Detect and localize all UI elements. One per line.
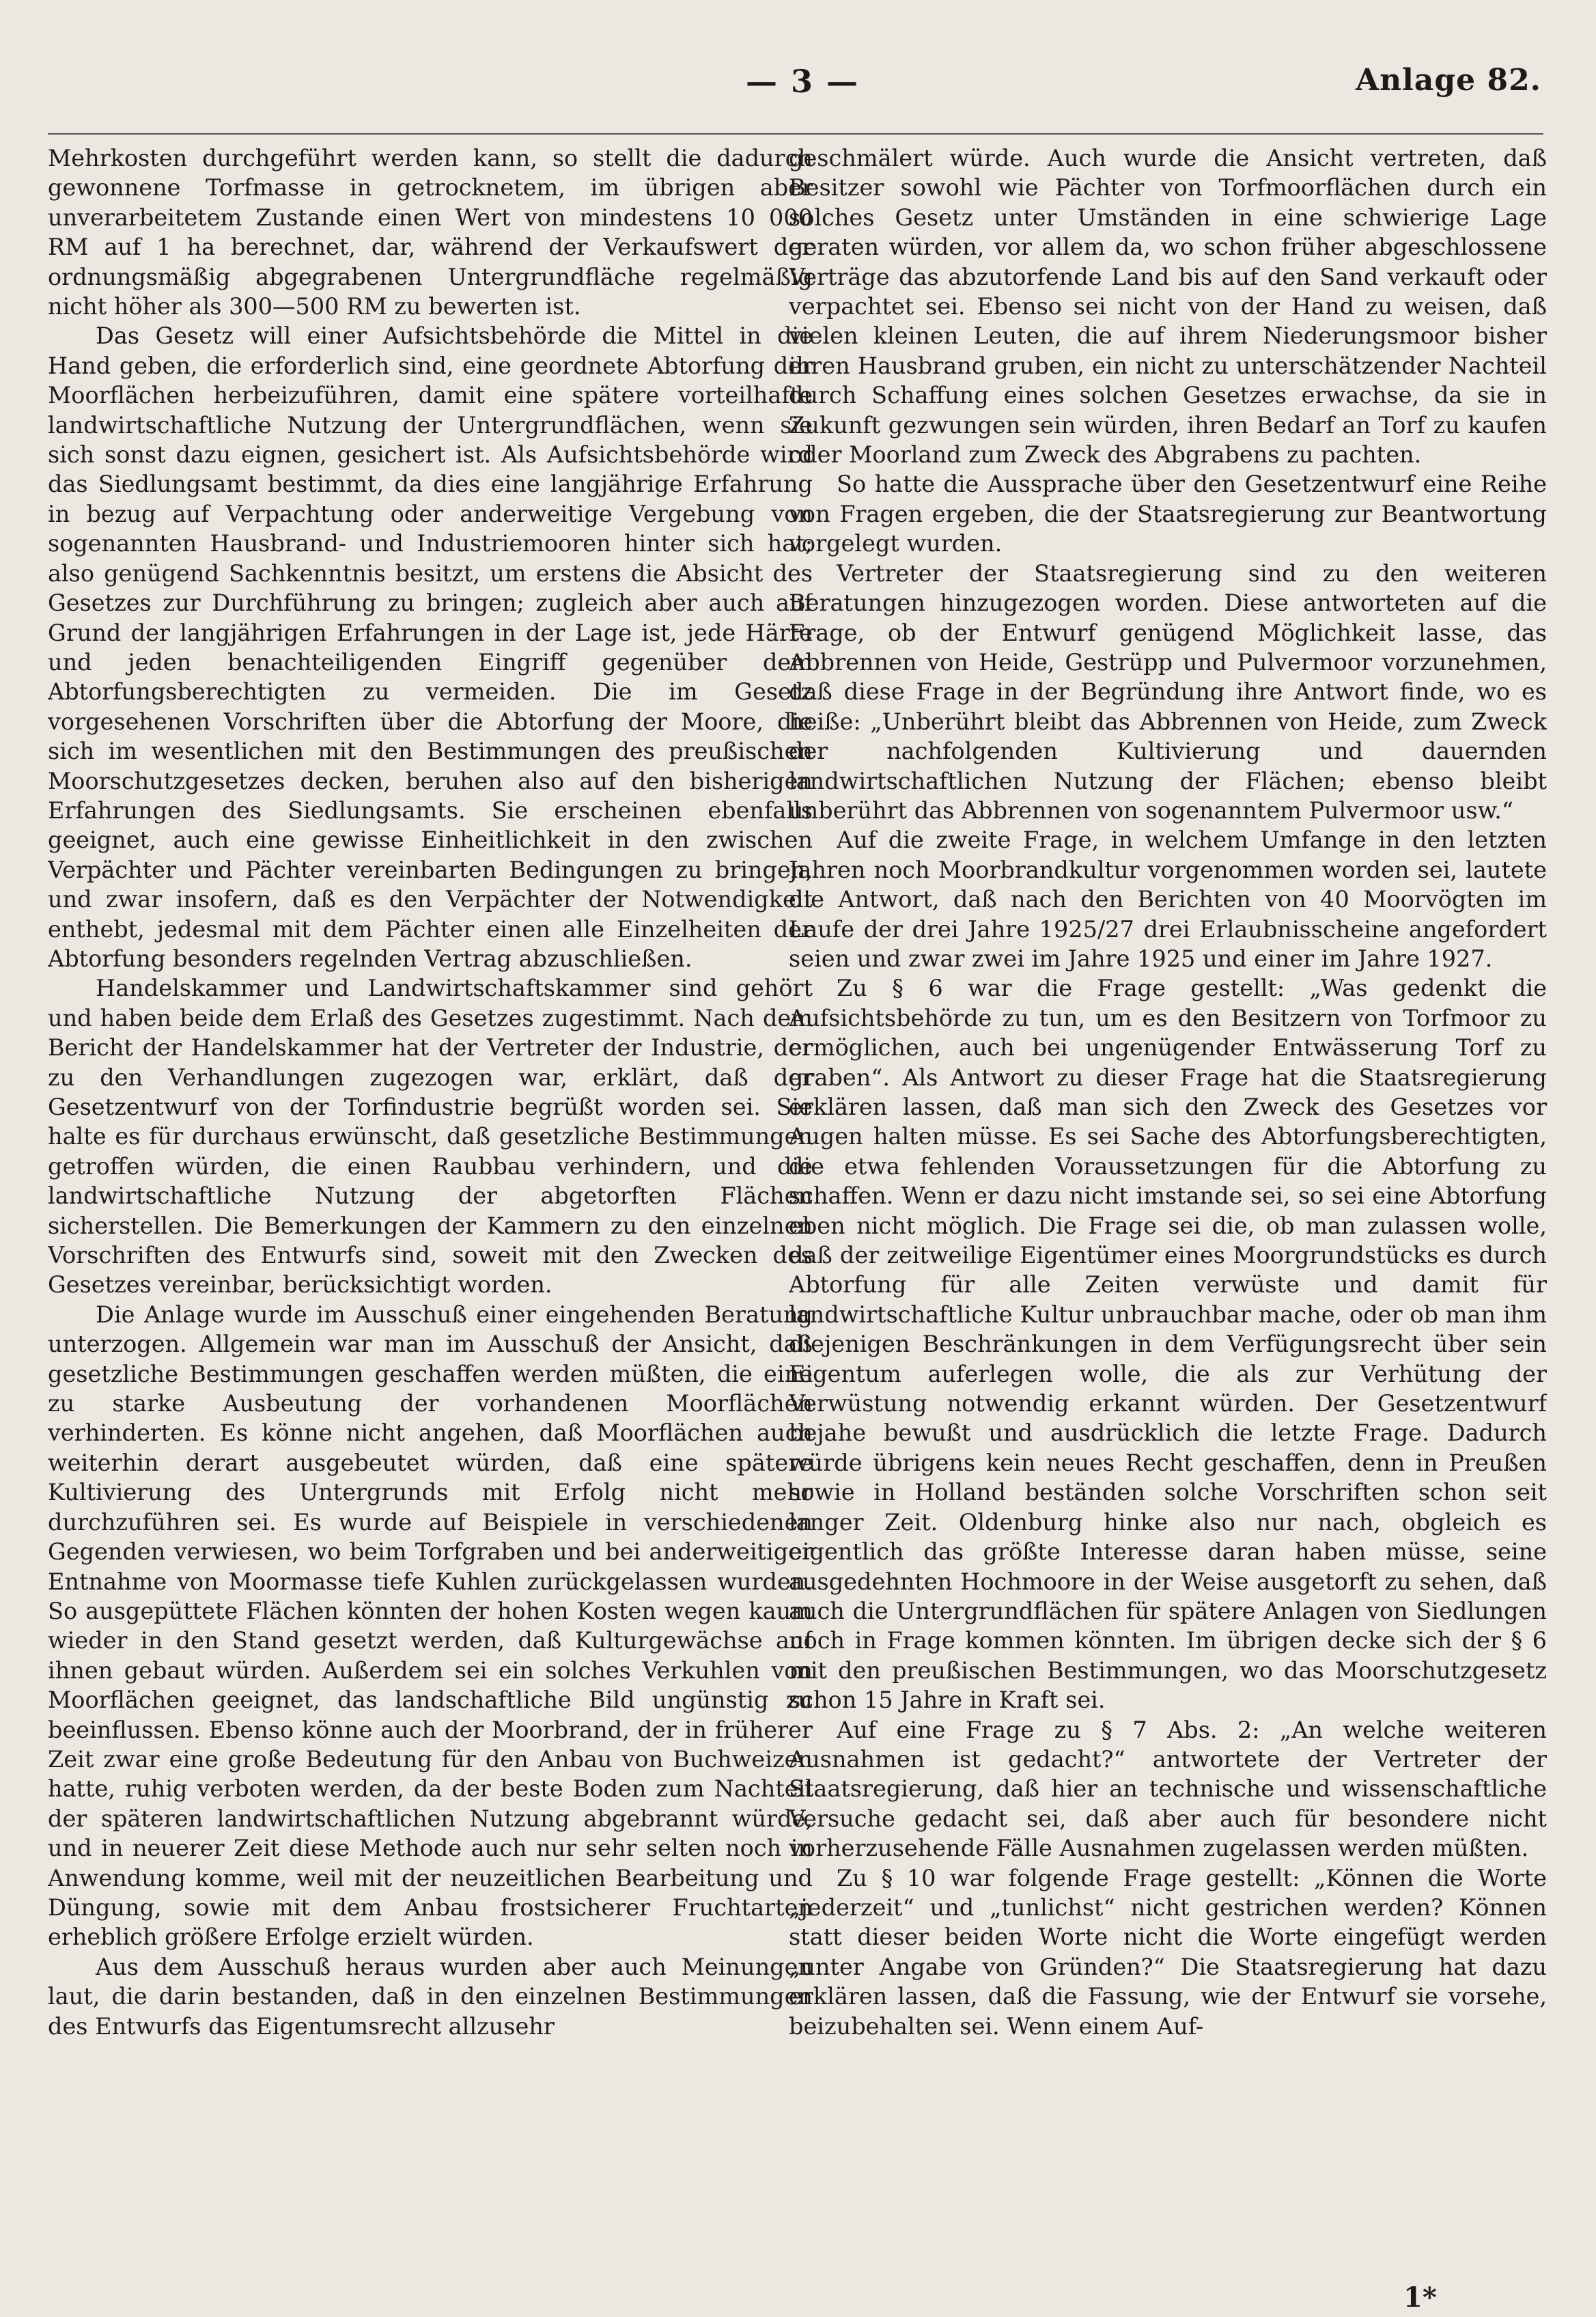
right-column bbox=[789, 143, 1547, 2275]
signature-mark: 1* bbox=[1403, 2281, 1437, 2314]
paragraph: Das Gesetz will einer Aufsichtsbehörde die Mittel in die Hand geben, die erforderlich sind, eine geordnete Abtorfung der Moorflächen herbeizuführen, damit eine spätere vorteilhafte landwirtschaftliche Nutzung der Untergrundflächen, wenn sie sich sonst dazu eignen, gesichert ist. Als Aufsichtsbehörde wird das Siedlungsamt bestimmt, da dies eine langjährige Erfahrung in bezug auf Verpachtung oder anderweitige Vergebung von sogenannten Hausbrand- und Industriemooren hinter sich hat; also genügend Sachkenntnis besitzt, um erstens die Absicht des Gesetzes zur Durchführung zu bringen; zugleich aber auch auf Grund der langjährigen Erfahrungen in der Lage ist, jede Härte und jeden benachteiligenden Eingriff gegenüber dem Abtorfungsberechtigten zu vermeiden. Die im Gesetz vorgesehenen Vorschriften über die Abtorfung der Moore, die sich im wesentlichen mit den Bestimmungen des preußischen Moorschutzgesetzes decken, beruhen also auf den bisherigen Erfahrungen des Siedlungsamts. Sie erscheinen ebenfalls geeignet, auch eine gewisse Einheitlichkeit in den zwischen Verpächter und Pächter vereinbarten Bedingungen zu bringen, und zwar insofern, daß es den Verpächter der Notwendigkeit enthebt, jedesmal mit dem Pächter einen alle Einzelheiten der Abtorfung besonders regelnden Vertrag abzuschließen. bbox=[48, 322, 813, 972]
header-rule bbox=[48, 133, 1543, 135]
paragraph: Die Anlage wurde im Ausschuß einer eingehenden Beratung unterzogen. Allgemein war man im Ausschuß der Ansicht, daß gesetzliche Bestimmungen geschaffen werden müßten, die eine zu starke Ausbeutung der vorhandenen Moorflächen verhinderten. Es könne nicht angehen, daß Moorflächen auch weiterhin derart ausgebeutet würden, daß eine spätere Kultivierung des Untergrunds mit Erfolg nicht mehr durchzuführen sei. Es wurde auf Beispiele in verschiedenen Gegenden verwiesen, wo beim Torfgraben und bei anderweitiger Entnahme von Moormasse tiefe Kuhlen zurückgelassen wurden. So ausgepüttete Flächen könnten der hohen Kosten wegen kaum wieder in den Stand gesetzt werden, daß Kulturgewächse auf ihnen gebaut würden. Außerdem sei ein solches Verkuhlen von Moorflächen geeignet, das landschaftliche Bild ungünstig zu beeinflussen. Ebenso könne auch der Moorbrand, der in früherer Zeit zwar eine große Bedeutung für den Anbau von Buchweizen hatte, ruhig verboten werden, da der beste Boden zum Nachteil der späteren landwirtschaftlichen Nutzung abgebrannt würde, und in neuerer Zeit diese Methode auch nur sehr selten noch in Anwendung komme, weil mit der neuzeitlichen Bearbeitung und Düngung, sowie mit dem Anbau frostsicherer Fruchtarten erheblich größere Erfolge erzielt würden. bbox=[48, 1301, 813, 1951]
page-header bbox=[0, 63, 1596, 104]
paragraph: geschmälert würde. Auch wurde die Ansicht vertreten, daß Besitzer sowohl wie Pächter von Torfmoorflächen durch ein solches Gesetz unter Umständen in eine schwierige Lage geraten würden, vor allem da, wo schon früher abgeschlossene Verträge das abzutorfende Land bis auf den Sand verkauft oder verpachtet sei. Ebenso sei nicht von der Hand zu weisen, daß vielen kleinen Leuten, die auf ihrem Niederungsmoor bisher ihren Hausbrand gruben, ein nicht zu unterschätzender Nachteil durch Schaffung eines solchen Gesetzes erwachse, da sie in Zukunft gezwungen sein würden, ihren Bedarf an Torf zu kaufen oder Moorland zum Zweck des Abgrabens zu pachten. bbox=[789, 145, 1547, 469]
paragraph: Auf die zweite Frage, in welchem Umfange in den letzten Jahren noch Moorbrandkultur vorgenommen worden sei, lautete die Antwort, daß nach den Berichten von 40 Moorvögten im Laufe der drei Jahre 1925/27 drei Erlaubnisscheine angefordert seien und zwar zwei im Jahre 1925 und einer im Jahre 1927. bbox=[789, 827, 1547, 972]
paragraph: Zu § 6 war die Frage gestellt: „Was gedenkt die Aufsichtsbehörde zu tun, um es den Besitzern von Torfmoor zu ermöglichen, auch bei ungenügender Entwässerung Torf zu graben“. Als Antwort zu dieser Frage hat die Staatsregierung erklären lassen, daß man sich den Zweck des Gesetzes vor Augen halten müsse. Es sei Sache des Abtorfungsberechtigten, die etwa fehlenden Voraussetzungen für die Abtorfung zu schaffen. Wenn er dazu nicht imstande sei, so sei eine Abtorfung eben nicht möglich. Die Frage sei die, ob man zulassen wolle, daß der zeitweilige Eigentümer eines Moorgrundstücks es durch Abtorfung für alle Zeiten verwüste und damit für landwirtschaftliche Kultur unbrauchbar mache, oder ob man ihm diejenigen Beschränkungen in dem Verfügungsrecht über sein Eigentum auferlegen wolle, die als zur Verhütung der Verwüstung notwendig erkannt würden. Der Gesetzentwurf bejahe bewußt und ausdrücklich die letzte Frage. Dadurch würde übrigens kein neues Recht geschaffen, denn in Preußen sowie in Holland beständen solche Vorschriften schon seit langer Zeit. Oldenburg hinke also nur nach, obgleich es eigentlich das größte Interesse daran haben müsse, seine ausgedehnten Hochmoore in der Weise ausgetorft zu sehen, daß auch die Untergrundflächen für spätere Anlagen von Siedlungen noch in Frage kommen könnten. Im übrigen decke sich der § 6 mit den preußischen Bestimmungen, wo das Moorschutzgesetz schon 15 Jahre in Kraft sei. bbox=[789, 975, 1547, 1714]
paragraph: Mehrkosten durchgeführt werden kann, so stellt die dadurch gewonnene Torfmasse in getrocknetem, im übrigen aber unverarbeitetem Zustande einen Wert von mindestens 10 000 RM auf 1 ha berechnet, dar, während der Verkaufswert der ordnungsmäßig abgegrabenen Untergrundfläche regelmäßig nicht höher als 300—500 RM zu bewerten ist. bbox=[48, 145, 813, 320]
left-column bbox=[48, 143, 813, 2275]
paragraph: Handelskammer und Landwirtschaftskammer sind gehört und haben beide dem Erlaß des Gesetzes zugestimmt. Nach dem Bericht der Handelskammer hat der Vertreter der Industrie, der zu den Verhandlungen zugezogen war, erklärt, daß der Gesetzentwurf von der Torfindustrie begrüßt worden sei. Sie halte es für durchaus erwünscht, daß gesetzliche Bestimmungen getroffen würden, die einen Raubbau verhindern, und die landwirtschaftliche Nutzung der abgetorften Flächen sicherstellen. Die Bemerkungen der Kammern zu den einzelnen Vorschriften des Entwurfs sind, soweit mit den Zwecken des Gesetzes vereinbar, berücksichtigt worden. bbox=[48, 975, 813, 1299]
annex-label: Anlage 82. bbox=[1356, 63, 1541, 98]
page-number: — 3 — bbox=[745, 63, 860, 100]
paragraph: Vertreter der Staatsregierung sind zu den weiteren Beratungen hinzugezogen worden. Diese antworteten auf die Frage, ob der Entwurf genügend Möglichkeit lasse, das Abbrennen von Heide, Gestrüpp und Pulvermoor vorzunehmen, daß diese Frage in der Begründung ihre Antwort finde, wo es heiße: „Unberührt bleibt das Abbrennen von Heide, zum Zweck der nachfolgenden Kultivierung und dauernden landwirtschaftlichen Nutzung der Flächen; ebenso bleibt unberührt das Abbrennen von sogenanntem Pulvermoor usw.“ bbox=[789, 559, 1547, 824]
paragraph: So hatte die Aussprache über den Gesetzentwurf eine Reihe von Fragen ergeben, die der Staatsregierung zur Beantwortung vorgelegt wurden. bbox=[789, 471, 1547, 557]
paragraph: Aus dem Ausschuß heraus wurden aber auch Meinungen laut, die darin bestanden, daß in den einzelnen Bestimmungen des Entwurfs das Eigentumsrecht allzusehr bbox=[48, 1953, 813, 2040]
paragraph: Auf eine Frage zu § 7 Abs. 2: „An welche weiteren Ausnahmen ist gedacht?“ antwortete der Vertreter der Staatsregierung, daß hier an technische und wissenschaftliche Versuche gedacht sei, daß aber auch für besondere nicht vorherzusehende Fälle Ausnahmen zugelassen werden müßten. bbox=[789, 1716, 1547, 1862]
paragraph: Zu § 10 war folgende Frage gestellt: „Können die Worte „jederzeit“ und „tunlichst“ nicht gestrichen werden? Können statt dieser beiden Worte nicht die Worte eingefügt werden „unter Angabe von Gründen?“ Die Staatsregierung hat dazu erklären lassen, daß die Fassung, wie der Entwurf sie vorsehe, beizubehalten sei. Wenn einem Auf- bbox=[789, 1864, 1547, 2040]
